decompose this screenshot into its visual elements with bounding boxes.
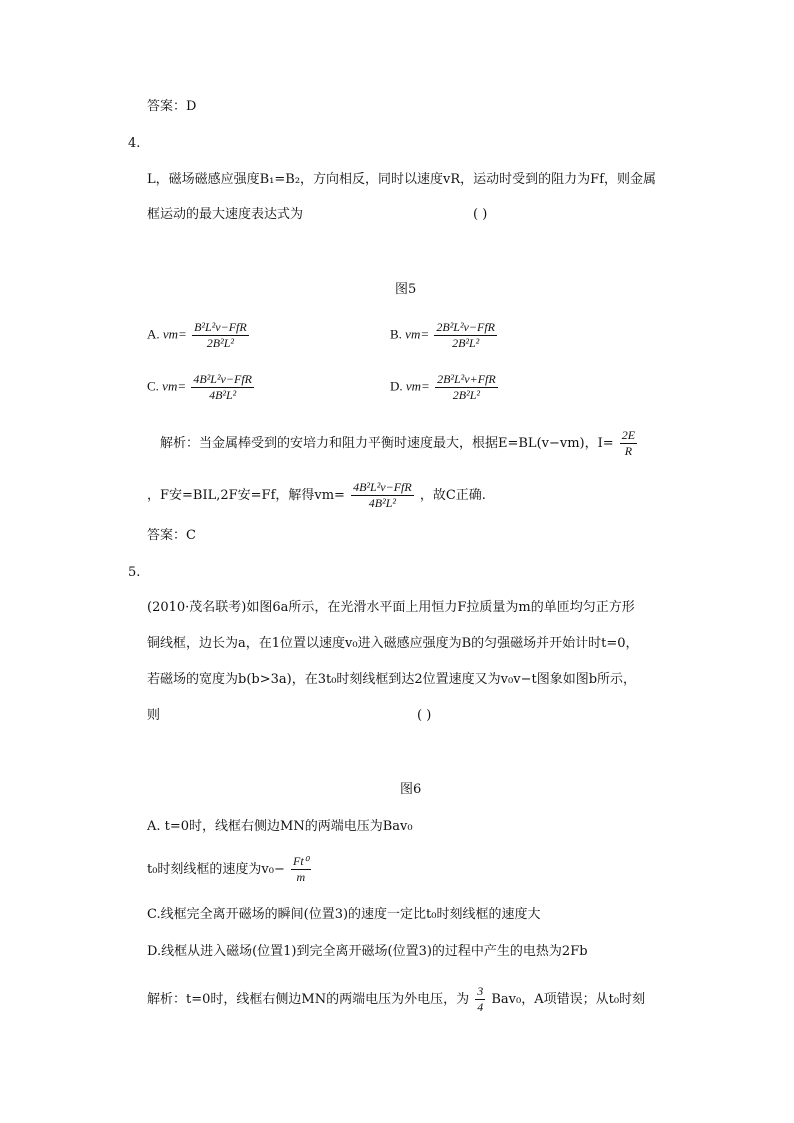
fraction-numerator: 4B²L²v−FfR	[353, 480, 412, 494]
option-4b	[390, 320, 499, 351]
option-4d	[390, 372, 500, 403]
analysis-4-line2	[147, 480, 486, 511]
option-fraction	[191, 372, 254, 403]
analysis-text: ，故C正确.	[419, 488, 486, 503]
option-fraction	[434, 320, 497, 351]
question-4-line2: 框运动的最大速度表达式为	[147, 207, 304, 222]
analysis-5	[147, 984, 645, 1015]
option-label: B.	[390, 326, 402, 342]
fraction-denominator: 4B²L²	[209, 388, 237, 402]
fraction-numerator: 2E	[621, 428, 636, 442]
option-label: D.	[390, 378, 403, 394]
question-4-line1: L，磁场磁感应强度B₁=B₂，方向相反，同时以速度vR，运动时受到的阻力为Ff，则金属	[147, 172, 657, 187]
analysis-fraction	[475, 984, 485, 1015]
option-4c	[147, 372, 256, 403]
option-label: A.	[147, 326, 160, 342]
fraction-denominator: R	[624, 444, 633, 458]
fraction-numerator: 3	[477, 984, 484, 998]
fraction-numerator: B²L²v−FfR	[194, 320, 247, 334]
option-lhs: vm=	[405, 326, 430, 342]
fraction-denominator: 2B²L²	[452, 388, 480, 402]
question-5-number: 5.	[128, 565, 141, 580]
analysis-text: Bav₀，A项错误；从t₀时刻	[491, 992, 646, 1007]
option-lhs: vm=	[162, 378, 187, 394]
fraction-numerator: 2B²L²v+FfR	[437, 372, 496, 386]
fraction-denominator: 4B²L²	[368, 496, 396, 510]
analysis-text: 解析：t=0时，线框右侧边MN的两端电压为外电压，为	[147, 992, 470, 1007]
fraction-numerator: 4B²L²v−FfR	[193, 372, 252, 386]
question-4-number: 4.	[128, 136, 141, 151]
question-4-paren: ( )	[473, 207, 488, 222]
analysis-fraction	[351, 480, 414, 511]
question-5-line3: 若磁场的宽度为b(b>3a)，在3t₀时刻线框到达2位置速度又为v₀v−t图象如图b所示，	[147, 672, 637, 687]
analysis-fraction	[620, 428, 637, 459]
option-5b	[147, 854, 313, 885]
fraction-denominator: 4	[477, 1000, 484, 1014]
figure-5-caption: 图5	[395, 282, 417, 297]
option-fraction	[192, 320, 249, 351]
option-lhs: vm=	[162, 326, 187, 342]
answer-q3: 答案：D	[147, 99, 197, 114]
fraction-denominator: 2B²L²	[452, 336, 480, 350]
figure-6-caption: 图6	[400, 782, 422, 797]
question-5-line1: (2010·茂名联考)如图6a所示，在光滑水平面上用恒力F拉质量为m的单匝均匀正方形	[147, 600, 635, 615]
option-5c: C.线框完全离开磁场的瞬间(位置3)的速度一定比t₀时刻线框的速度大	[147, 907, 541, 922]
analysis-text: 解析：当金属棒受到的安培力和阻力平衡时速度最大，根据E=BL(v−vm)，I=	[160, 436, 614, 451]
option-fraction	[291, 854, 310, 885]
question-5-line4: 则	[147, 708, 161, 723]
fraction-numerator: 2B²L²v−FfR	[436, 320, 495, 334]
analysis-4-line1	[160, 428, 639, 459]
option-lhs: vm=	[405, 378, 430, 394]
analysis-text: ，F安=BIL,2F安=Ff，解得vm=	[147, 488, 345, 503]
option-label: C.	[147, 378, 159, 394]
answer-q4: 答案：C	[147, 528, 196, 543]
option-5a: A. t=0时，线框右侧边MN的两端电压为Bav₀	[147, 819, 413, 834]
question-5-paren: ( )	[417, 708, 432, 723]
option-text: t₀时刻线框的速度为v₀−	[147, 862, 285, 877]
fraction-numerator: Ft⁰	[293, 854, 309, 868]
option-5d: D.线框从进入磁场(位置1)到完全离开磁场(位置3)的过程中产生的电热为2Fb	[147, 944, 588, 959]
option-fraction	[435, 372, 498, 403]
question-5-line2: 铜线框，边长为a，在1位置以速度v₀进入磁感应强度为B的匀强磁场并开始计时t=0，	[147, 636, 639, 651]
option-4a	[147, 320, 251, 351]
fraction-denominator: m	[296, 870, 306, 884]
fraction-denominator: 2B²L²	[206, 336, 234, 350]
